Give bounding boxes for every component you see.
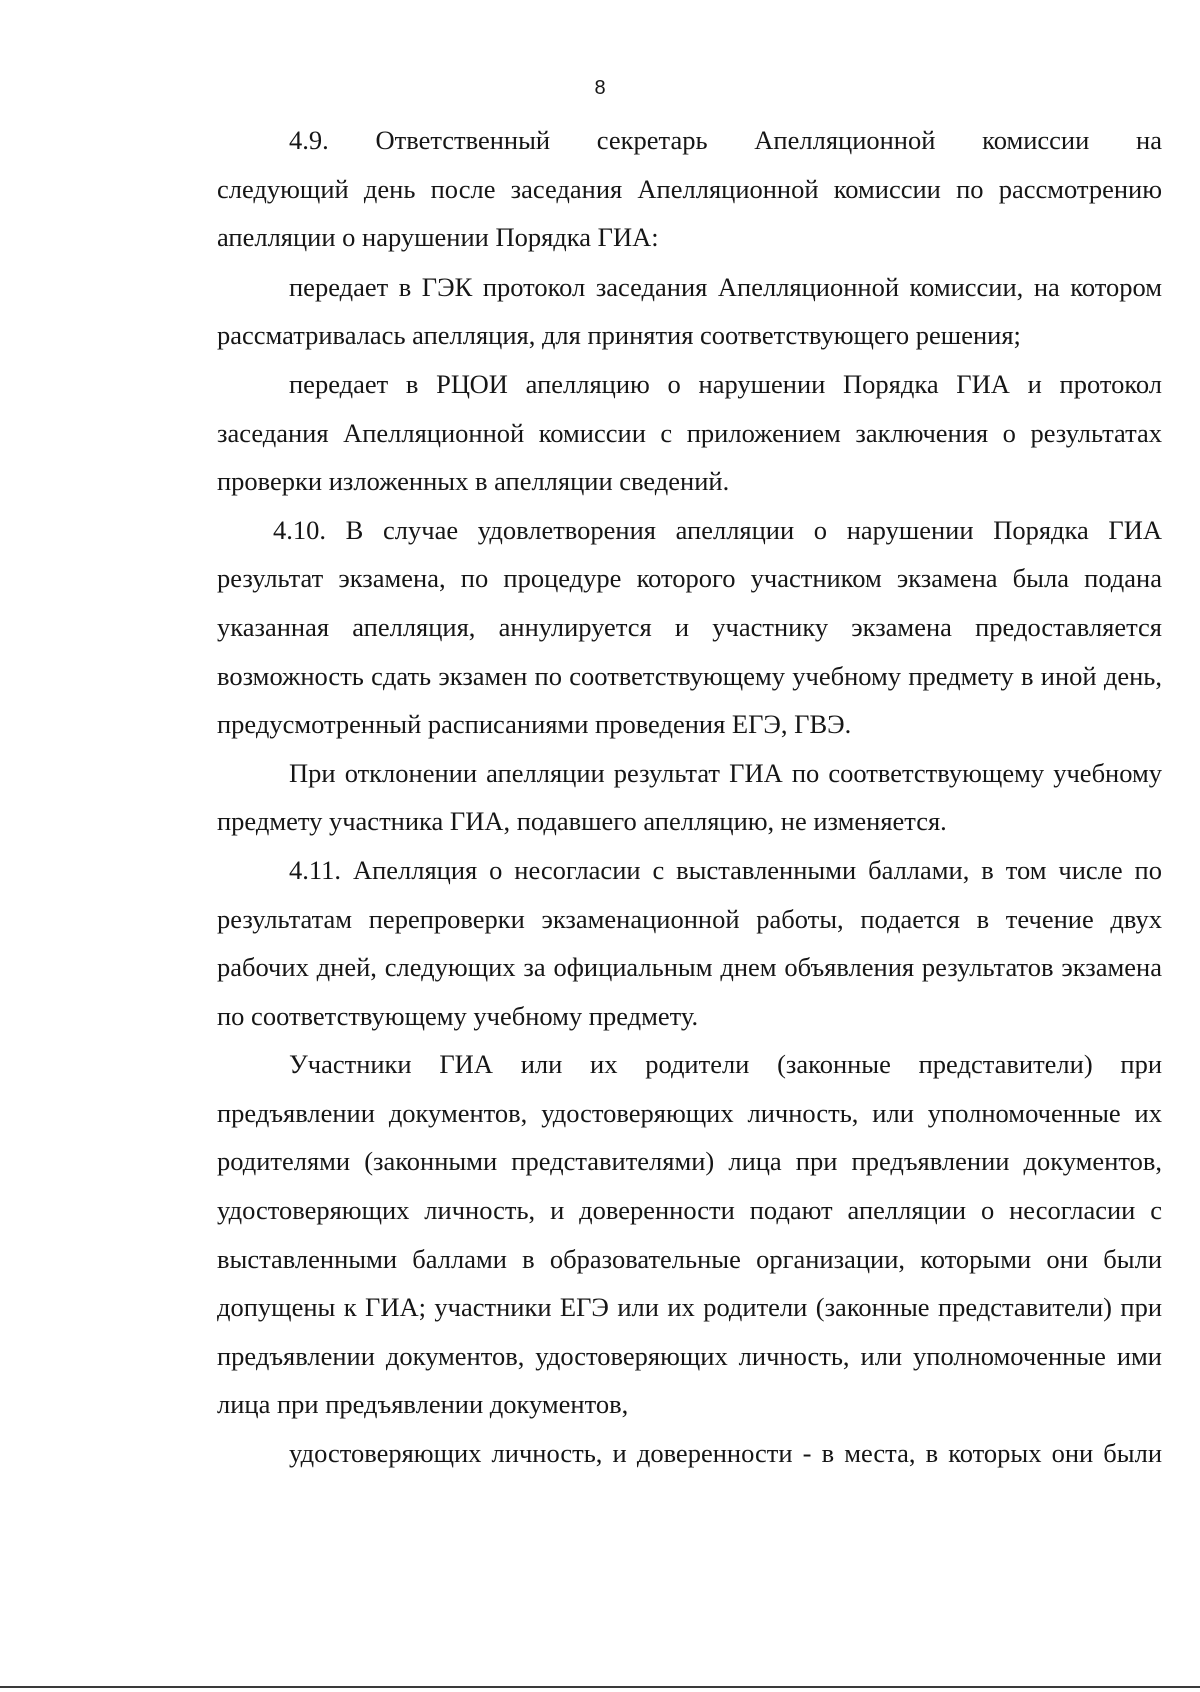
page-number: 8 [594,77,606,99]
document-body [217,116,1162,1478]
paragraph-4-11: 4.11. Апелляция о несогласии с выставленными баллами, в том числе по результатам перепроверки экзаменационной работы, подается в течение двух рабочих дней, следующих за официальным днем объявления результатов экзамена по соответствующему учебному предмету. [217,854,1162,1031]
paragraph-4-9-item-2: передает в РЦОИ апелляцию о нарушении Порядка ГИА и протокол заседания Апелляционной комиссии с приложением заключения о результатах проверки изложенных в апелляции сведений. [217,368,1162,497]
paragraph-4-9 [217,116,1162,262]
paragraph-4-11-participants-last-line: удостоверяющих личность, и доверенности - в места, в которых они были [289,1438,1162,1469]
paragraph-4-10-rejection: При отклонении апелляции результат ГИА по соответствующему учебному предмету участника ГИА, подавшего апелляцию, не изменяется. [217,757,1162,837]
paragraph-4-9-item-1: передает в ГЭК протокол заседания Апелляционной комиссии, на котором рассматривалась апелляция, для принятия соответствующего решения; [217,271,1162,351]
paragraph-4-10: 4.10. В случае удовлетворения апелляции о нарушении Порядка ГИА результат экзамена, по процедуре которого участником экзамена была подана указанная апелляция, аннулируется и участнику экзамена предоставляется возможность сдать экзамен по соответствующему учебному предмету в иной день, предусмотренный расписаниями проведения ЕГЭ, ГВЭ. [217,514,1162,740]
paragraph-4-11-participants-text: Участники ГИА или их родители (законные представители) при предъявлении документов, удостоверяющих личность, или уполномоченные их родителями (законными представителями) лица при предъявлении документов, удостоверяющих личность, и доверенности подают апелляции о несогласии с выставленными баллами в образовательные организации, которыми они были допущены к ГИА; участники ЕГЭ или их родители (законные представители) при предъявлении документов, удостоверяющих личность, или уполномоченные ими лица при предъявлении документов, [217,1049,1162,1420]
page-bottom-edge [0,1686,1200,1688]
paragraph-4-9-text: следующий день после заседания Апелляционной комиссии по рассмотрению апелляции о нарушении Порядка ГИА: [217,173,1162,253]
paragraph-4-9-first-line: 4.9. Ответственный секретарь Апелляционной комиссии на [289,125,1162,155]
paragraph-4-11-participants [217,1040,1162,1477]
